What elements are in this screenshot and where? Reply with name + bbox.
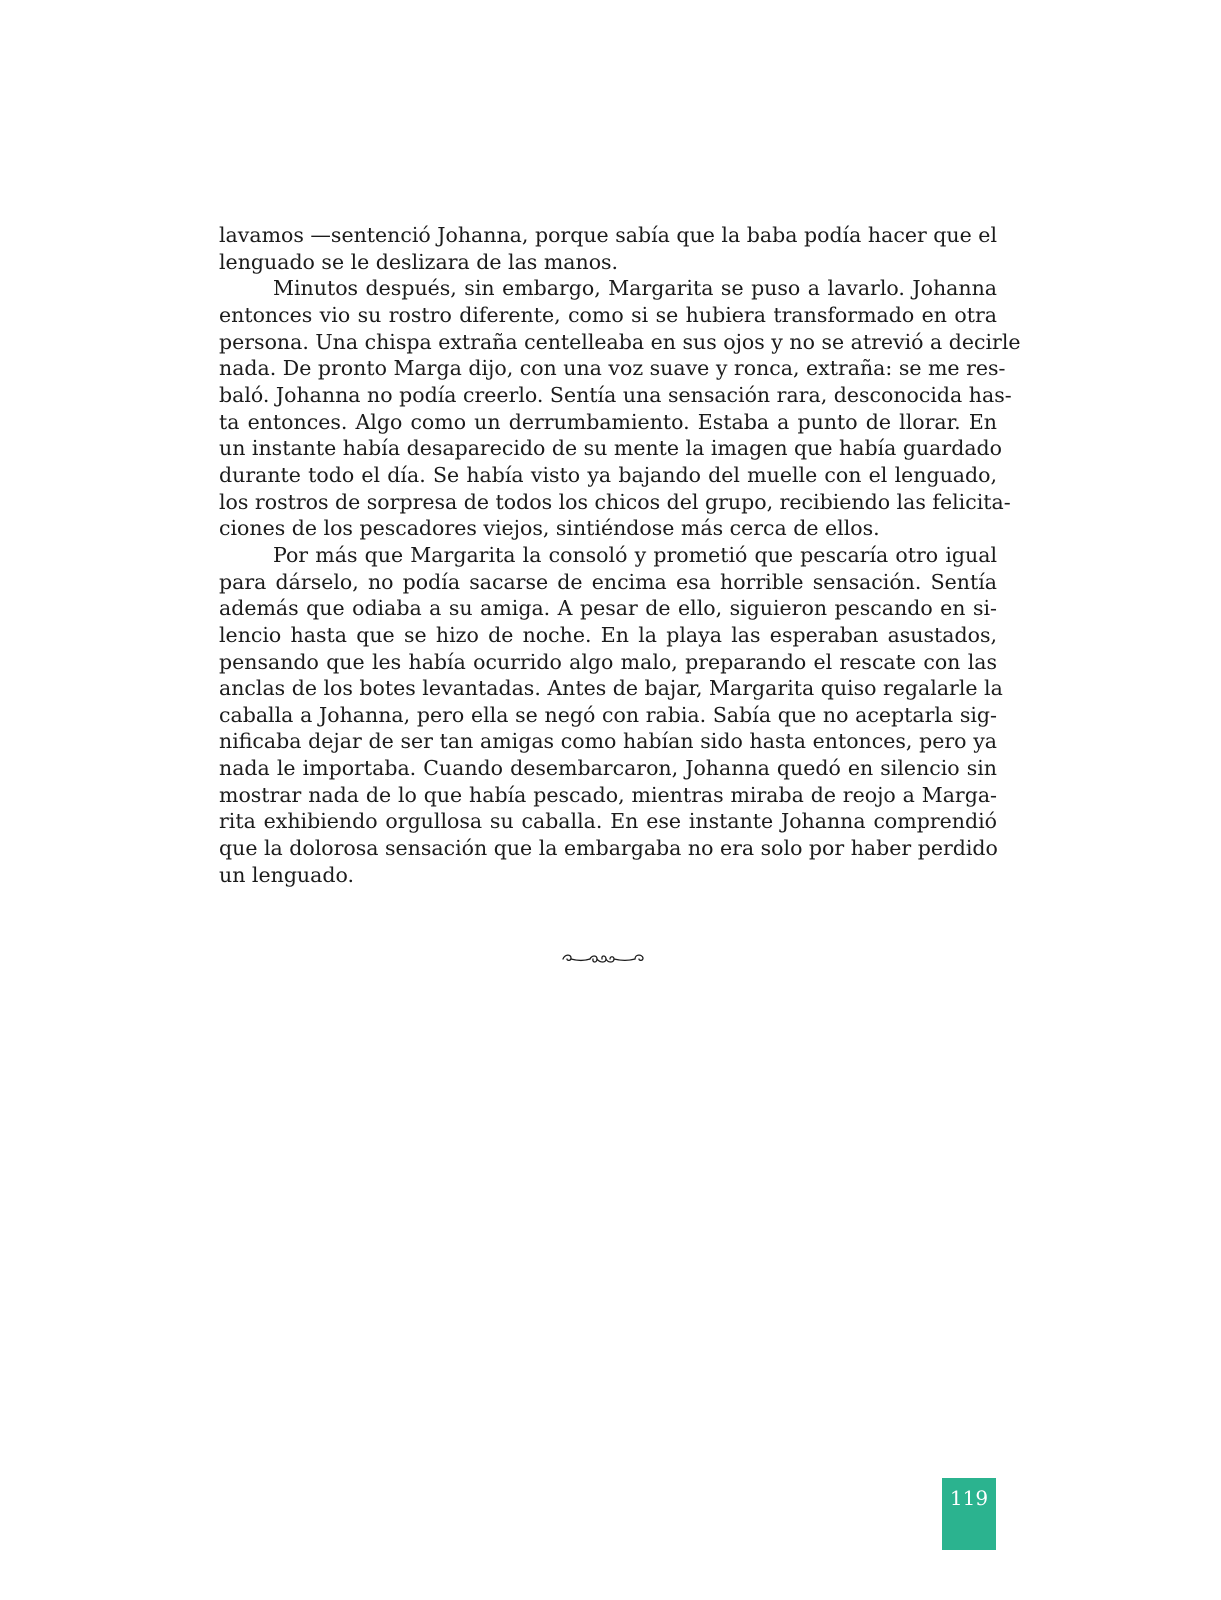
text-line: entonces vio su rostro diferente, como si se hubiera transformado en otra [219,302,997,327]
paragraph-2 [219,275,1021,542]
text-line: un lenguado. [219,862,354,887]
text-line: caballa a Johanna, pero ella se negó con rabia. Sabía que no aceptarla sig- [219,702,997,727]
text-line: rita exhibiendo orgullosa su caballa. En ese instante Johanna comprendió [219,809,997,834]
text-line: lenguado se le deslizara de las manos. [219,249,619,274]
paragraph-1 [219,222,997,275]
text-line: lencio hasta que se hizo de noche. En la playa las esperaban asustados, [219,622,997,647]
text-line: Por más que Margarita la consoló y prometió que pescaría otro igual [273,542,997,567]
text-line: ciones de los pescadores viejos, sintiéndose más cerca de ellos. [219,516,880,541]
text-line: nada. De pronto Marga dijo, con una voz suave y ronca, extraña: se me res- [219,356,1006,381]
text-line: lavamos —sentenció Johanna, porque sabía que la baba podía hacer que el [219,223,997,247]
text-line: mostrar nada de lo que había pescado, mientras miraba de reojo a Marga- [219,782,997,807]
page-number-label: 119 [949,1486,989,1510]
text-line: nada le importaba. Cuando desembarcaron, Johanna quedó en silencio sin [219,756,997,781]
scroll-flourish-icon [560,950,646,968]
paragraph-3 [219,542,1003,889]
text-line: los rostros de sorpresa de todos los chicos del grupo, recibiendo las felicita- [219,489,1011,514]
text-line: Minutos después, sin embargo, Margarita se puso a lavarlo. Johanna [273,276,997,301]
text-line: para dárselo, no podía sacarse de encima esa horrible sensación. Sentía [219,569,997,594]
text-line: baló. Johanna no podía creerlo. Sentía una sensación rara, desconocida has- [219,382,1012,407]
text-line: nificaba dejar de ser tan amigas como habían sido hasta entonces, pero ya [219,729,997,754]
body-text [219,222,1021,888]
text-line: durante todo el día. Se había visto ya bajando del muelle con el lenguado, [219,462,997,487]
text-line: un instante había desaparecido de su mente la imagen que había guardado [219,436,1003,461]
page-number [942,1478,996,1550]
text-line: ta entonces. Algo como un derrumbamiento. Estaba a punto de llorar. En [219,409,997,434]
text-line: pensando que les había ocurrido algo malo, preparando el rescate con las [219,649,997,674]
text-line: además que odiaba a su amiga. A pesar de ello, siguieron pescando en si- [219,596,997,621]
text-line: que la dolorosa sensación que la embargaba no era solo por haber perdido [219,836,998,861]
text-line: anclas de los botes levantadas. Antes de bajar, Margarita quiso regalarle la [219,676,1003,701]
text-line: persona. Una chispa extraña centelleaba en sus ojos y no se atrevió a decirle [219,329,1021,354]
